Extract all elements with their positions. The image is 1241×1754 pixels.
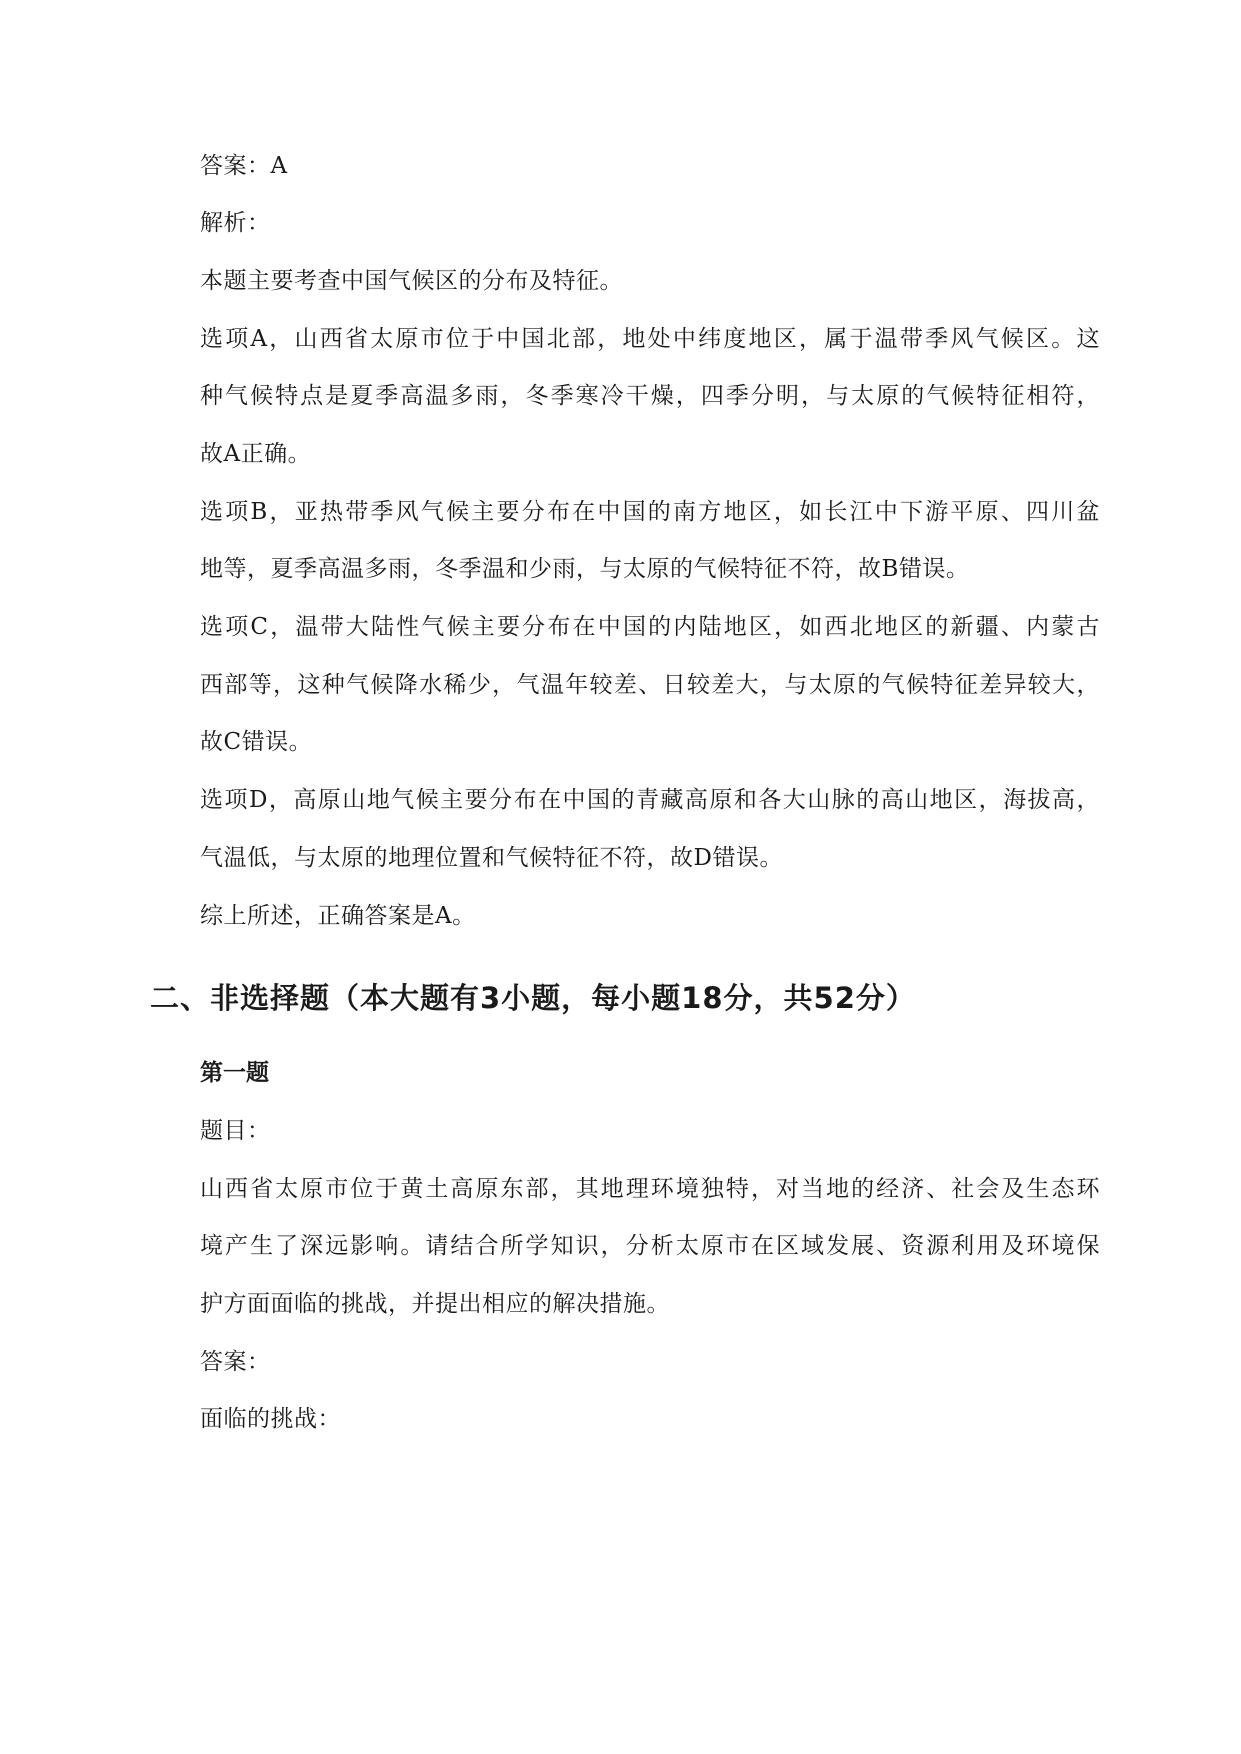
- question-prompt-line-2: 境产生了深远影响。请结合所学知识，分析太原市在区域发展、资源利用及环境保: [200, 1233, 1100, 1259]
- question-answer-label: 答案：: [200, 1349, 271, 1375]
- analysis-intro: 本题主要考查中国气候区的分布及特征。: [200, 268, 623, 294]
- option-c-line-2: 西部等，这种气候降水稀少，气温年较差、日较差大，与太原的气候特征差异较大，: [200, 672, 1100, 698]
- question-prompt-line-3: 护方面面临的挑战，并提出相应的解决措施。: [200, 1291, 670, 1317]
- analysis-conclusion: 综上所述，正确答案是A。: [200, 903, 476, 929]
- question-one-title: 第一题: [200, 1060, 269, 1086]
- answer-line: 答案：A: [200, 153, 288, 179]
- option-a-line-3: 故A正确。: [200, 441, 312, 467]
- option-d-line-1: 选项D，高原山地气候主要分布在中国的青藏高原和各大山脉的高山地区，海拔高，: [200, 787, 1100, 813]
- section-heading: 二、非选择题（本大题有3小题，每小题18分，共52分）: [150, 981, 916, 1015]
- question-prompt-line-1: 山西省太原市位于黄土高原东部，其地理环境独特，对当地的经济、社会及生态环: [200, 1176, 1100, 1202]
- option-a-line-2: 种气候特点是夏季高温多雨，冬季寒冷干燥，四季分明，与太原的气候特征相符，: [200, 383, 1100, 409]
- option-b-line-1: 选项B，亚热带季风气候主要分布在中国的南方地区，如长江中下游平原、四川盆: [200, 499, 1100, 525]
- option-c-line-1: 选项C，温带大陆性气候主要分布在中国的内陆地区，如西北地区的新疆、内蒙古: [200, 614, 1100, 640]
- option-b-line-2: 地等，夏季高温多雨，冬季温和少雨，与太原的气候特征不符，故B错误。: [200, 556, 970, 582]
- option-d-line-2: 气温低，与太原的地理位置和气候特征不符，故D错误。: [200, 845, 783, 871]
- challenges-label: 面临的挑战：: [200, 1406, 341, 1432]
- question-prompt-label: 题目：: [200, 1118, 271, 1144]
- option-c-line-3: 故C错误。: [200, 729, 313, 755]
- option-a-line-1: 选项A，山西省太原市位于中国北部，地处中纬度地区，属于温带季风气候区。这: [200, 326, 1100, 352]
- analysis-label: 解析：: [200, 210, 271, 236]
